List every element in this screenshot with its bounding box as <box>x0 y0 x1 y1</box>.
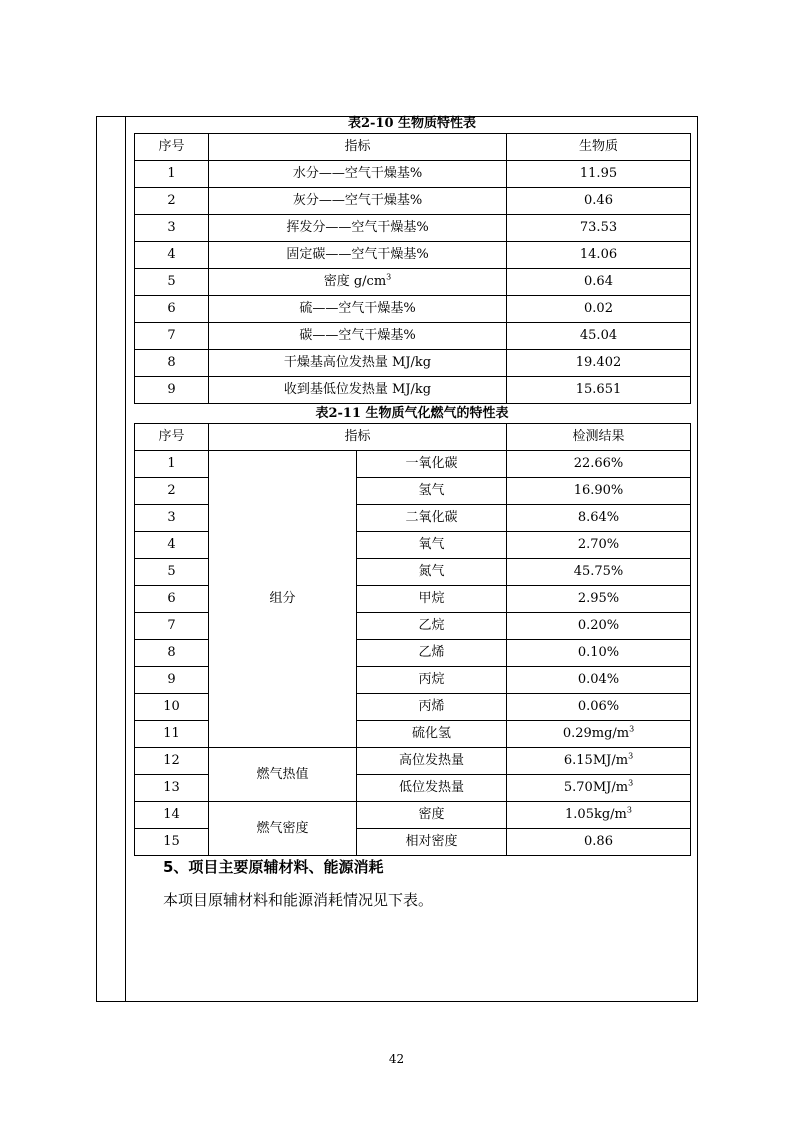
table-row <box>135 296 691 323</box>
row-value: 2.95% <box>507 586 691 613</box>
row-item: 密度 <box>357 802 507 829</box>
row-no: 8 <box>135 350 209 377</box>
row-value: 2.70% <box>507 532 691 559</box>
row-value: 16.90% <box>507 478 691 505</box>
row-item: 相对密度 <box>357 829 507 856</box>
row-no: 9 <box>135 377 209 404</box>
value-text: 5.70MJ/m <box>563 780 629 795</box>
group-density: 燃气密度 <box>209 802 357 856</box>
header-no: 序号 <box>135 134 209 161</box>
value-text: 1.05kg/m <box>565 807 627 822</box>
row-item: 硫——空气干燥基% <box>209 296 507 323</box>
row-value: 22.66% <box>507 451 691 478</box>
value-text: 6.15MJ/m <box>563 753 629 768</box>
row-no: 3 <box>135 215 209 242</box>
row-item: 甲烷 <box>357 586 507 613</box>
superscript: 3 <box>386 272 392 282</box>
row-item: 二氧化碳 <box>357 505 507 532</box>
gasification-gas-table <box>134 423 691 856</box>
body-paragraph: 本项目原辅材料和能源消耗情况见下表。 <box>163 891 434 909</box>
superscript: 3 <box>629 724 635 734</box>
row-value: 19.402 <box>507 350 691 377</box>
row-item: 收到基低位发热量 MJ/kg <box>209 377 507 404</box>
header-item: 指标 <box>209 424 507 451</box>
header-no: 序号 <box>135 424 209 451</box>
row-no: 8 <box>135 640 209 667</box>
row-no: 13 <box>135 775 209 802</box>
row-item: 碳——空气干燥基% <box>209 323 507 350</box>
row-no: 10 <box>135 694 209 721</box>
row-item: 氧气 <box>357 532 507 559</box>
item-text: 密度 g/cm <box>323 274 387 289</box>
row-value <box>507 748 691 775</box>
row-no: 14 <box>135 802 209 829</box>
value-text: 0.29mg/m <box>562 726 630 741</box>
header-item: 指标 <box>209 134 507 161</box>
row-value: 0.02 <box>507 296 691 323</box>
section-heading: 5、项目主要原辅材料、能源消耗 <box>163 858 384 876</box>
row-no: 6 <box>135 296 209 323</box>
row-item: 硫化氢 <box>357 721 507 748</box>
row-value <box>507 802 691 829</box>
row-value: 11.95 <box>507 161 691 188</box>
row-item: 乙烷 <box>357 613 507 640</box>
row-item: 灰分——空气干燥基% <box>209 188 507 215</box>
table-row <box>135 350 691 377</box>
frame-divider <box>125 116 126 1002</box>
row-no: 7 <box>135 323 209 350</box>
row-no: 2 <box>135 188 209 215</box>
row-item: 丙烯 <box>357 694 507 721</box>
row-no: 5 <box>135 269 209 296</box>
row-item: 干燥基高位发热量 MJ/kg <box>209 350 507 377</box>
row-value: 0.10% <box>507 640 691 667</box>
row-no: 4 <box>135 242 209 269</box>
row-item: 固定碳——空气干燥基% <box>209 242 507 269</box>
table-row <box>135 161 691 188</box>
row-no: 12 <box>135 748 209 775</box>
table-row <box>135 323 691 350</box>
group-composition: 组分 <box>209 451 357 748</box>
header-value: 检测结果 <box>507 424 691 451</box>
row-item: 高位发热量 <box>357 748 507 775</box>
header-value: 生物质 <box>507 134 691 161</box>
row-no: 1 <box>135 161 209 188</box>
table1-caption: 表2-10 生物质特性表 <box>347 116 477 131</box>
row-item: 挥发分——空气干燥基% <box>209 215 507 242</box>
group-heating-value: 燃气热值 <box>209 748 357 802</box>
row-value: 8.64% <box>507 505 691 532</box>
table-row <box>135 215 691 242</box>
table2-caption: 表2-11 生物质气化燃气的特性表 <box>315 406 509 421</box>
row-item: 一氧化碳 <box>357 451 507 478</box>
row-item <box>209 269 507 296</box>
row-value <box>507 721 691 748</box>
row-item: 水分——空气干燥基% <box>209 161 507 188</box>
row-item: 氢气 <box>357 478 507 505</box>
row-no: 11 <box>135 721 209 748</box>
table-row <box>135 802 691 829</box>
row-no: 9 <box>135 667 209 694</box>
row-value: 45.04 <box>507 323 691 350</box>
row-value: 0.86 <box>507 829 691 856</box>
row-value: 45.75% <box>507 559 691 586</box>
table-row <box>135 377 691 404</box>
row-item: 氮气 <box>357 559 507 586</box>
row-item: 低位发热量 <box>357 775 507 802</box>
table-row <box>135 242 691 269</box>
row-value: 0.20% <box>507 613 691 640</box>
row-no: 1 <box>135 451 209 478</box>
row-no: 3 <box>135 505 209 532</box>
row-value: 0.64 <box>507 269 691 296</box>
row-item: 乙烯 <box>357 640 507 667</box>
superscript: 3 <box>628 751 634 761</box>
row-value: 0.06% <box>507 694 691 721</box>
row-item: 丙烷 <box>357 667 507 694</box>
row-value: 0.46 <box>507 188 691 215</box>
table-row <box>135 748 691 775</box>
table-row <box>135 269 691 296</box>
row-no: 6 <box>135 586 209 613</box>
row-no: 4 <box>135 532 209 559</box>
row-value: 14.06 <box>507 242 691 269</box>
superscript: 3 <box>626 805 632 815</box>
row-value: 15.651 <box>507 377 691 404</box>
row-no: 2 <box>135 478 209 505</box>
row-no: 5 <box>135 559 209 586</box>
page-number: 42 <box>388 1052 405 1066</box>
row-value: 73.53 <box>507 215 691 242</box>
superscript: 3 <box>628 778 634 788</box>
table-header-row <box>135 424 691 451</box>
table-row <box>135 451 691 478</box>
row-value <box>507 775 691 802</box>
row-no: 7 <box>135 613 209 640</box>
row-no: 15 <box>135 829 209 856</box>
table-header-row <box>135 134 691 161</box>
table-row <box>135 188 691 215</box>
row-value: 0.04% <box>507 667 691 694</box>
biomass-properties-table <box>134 133 691 404</box>
